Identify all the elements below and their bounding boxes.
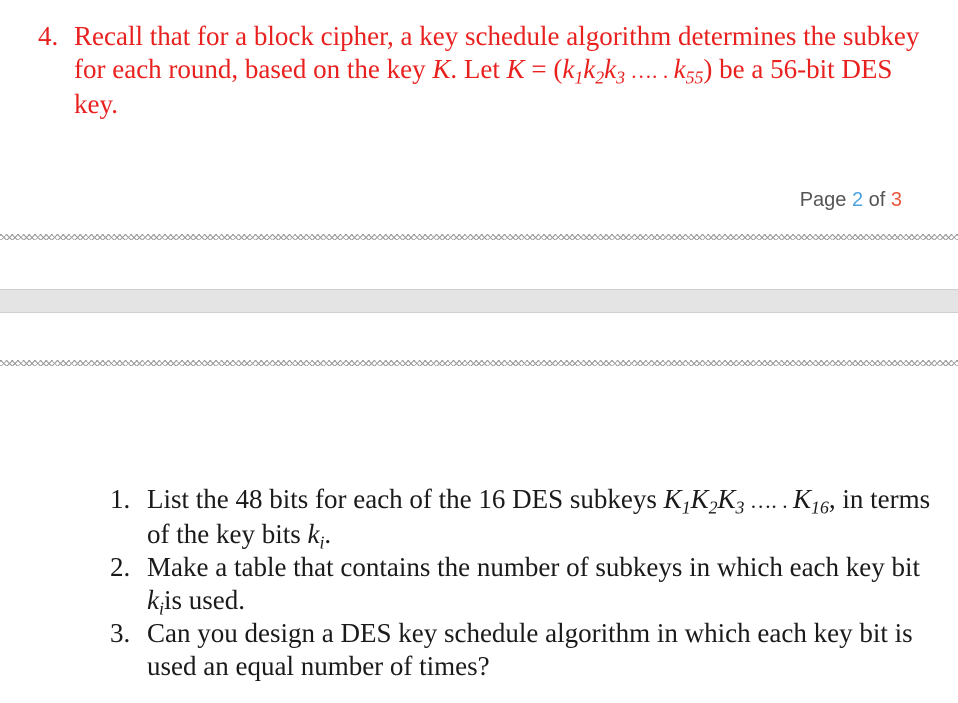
key-bit-i: $k_i$: [307, 519, 325, 553]
subkey-3: $K_3$: [717, 484, 745, 518]
question-text: [74, 20, 943, 121]
question-text-after: be a 56-bit DES key.: [74, 54, 893, 119]
key-bit-3: $k_3$: [604, 54, 626, 88]
key-bit-i: $k_i$: [147, 585, 164, 619]
question-text-before: Recall that for a block cipher, a key schedule algorithm determines the subkey for each round, based on the key: [74, 21, 920, 84]
page-gap: [0, 289, 958, 313]
ellipsis: …. .: [625, 59, 674, 83]
subquestion-2: 2. Make a table that contains the number of subkeys in which each key bit $k_iis$ used.: [110, 552, 921, 619]
subquestion-1: 1. List the 48 bits for each of the 16 DES subkeys $K_1K_2K_3$ …. . $K_{16}$, in terms of the key bits $k_i$.: [110, 484, 931, 553]
key-bit-2: $k_2$: [583, 54, 605, 88]
subquestion-number: 2.: [110, 552, 131, 582]
equals-paren: = (: [524, 54, 563, 84]
key-bit-1: $k_1$: [562, 54, 584, 88]
page-indicator: Page 2 of 3: [799, 189, 902, 211]
close-paren: ): [703, 54, 713, 84]
question-number: 4.: [38, 21, 59, 51]
subquestion-number: 1.: [110, 484, 131, 514]
subquestion-list: [110, 483, 940, 683]
question-text-mid: . Let: [450, 54, 507, 84]
subquestion-3: 3. Can you design a DES key schedule algorithm in which each key bit is used an equal number of times?: [110, 618, 913, 681]
subkey-2: $K_2$: [690, 484, 718, 518]
key-bit-55: $k_{55}$: [673, 54, 704, 88]
subkey-1: $K_1$: [663, 484, 691, 518]
page-break-bottom: [0, 360, 958, 366]
question-4: [38, 20, 943, 121]
page-break-top: [0, 234, 958, 240]
current-page: 2: [851, 189, 864, 211]
subkey-16: $K_{16}$: [793, 484, 829, 518]
total-pages: 3: [890, 189, 902, 211]
key-variable: K: [432, 54, 451, 84]
subquestion-number: 3.: [110, 618, 131, 648]
key-variable-2: K: [506, 54, 525, 84]
